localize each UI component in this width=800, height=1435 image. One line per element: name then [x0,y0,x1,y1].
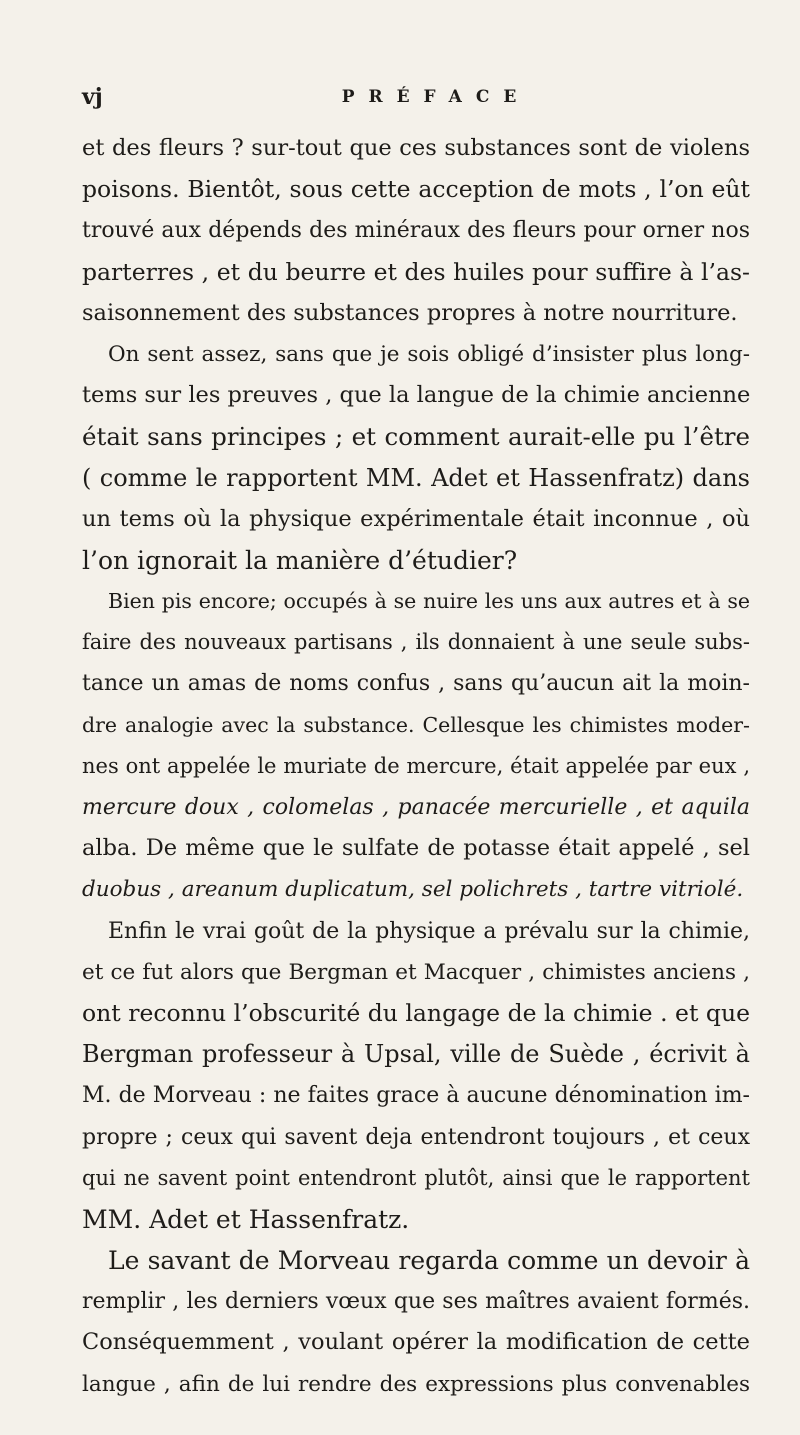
text-line: Conséquemment , voulant opérer la modification de cette [82,1329,750,1356]
text-line: propre ; ceux qui savent deja entendront toujours , et ceux [82,1124,750,1150]
text-line: MM. Adet et Hassenfratz. [82,1204,410,1234]
text-line: Enfin le vrai goût de la physique a prévalu sur la chimie, [108,918,750,944]
text-line: saisonnement des substances propres à notre nourriture. [82,299,738,326]
text-line: tems sur les preuves , que la langue de la chimie ancienne [82,382,750,409]
text-line: poisons. Bientôt, sous cette acception de mots , l’on eût [82,175,750,204]
text-line: trouvé aux dépends des minéraux des fleurs pour orner nos [82,218,750,244]
text-line: parterres , et du beurre et des huiles pour suffire à l’as- [82,257,750,286]
text-line: duobus , areanum duplicatum, sel polichrets , tartre vitriolé. [82,877,744,903]
text-line: On sent assez, sans que je sois obligé d’insister plus long- [108,341,750,367]
text-line: nes ont appelée le muriate de mercure, était appelée par eux , [82,753,750,778]
text-line: mercure doux , colomelas , panacée mercurielle , et aquila [82,795,750,820]
text-line: Le savant de Morveau regarda comme un devoir à [108,1246,750,1276]
body-text [82,128,750,1405]
text-line: était sans principes ; et comment aurait-elle pu l’être [82,422,750,452]
text-line: langue , afin de lui rendre des expressions plus convenables [82,1371,750,1397]
text-line: et ce fut alors que Bergman et Macquer , chimistes anciens , [82,959,750,985]
text-line: dre analogie avec la substance. Cellesque les chimistes moder- [82,712,750,737]
text-line: ont reconnu l’obscurité du langage de la chimie . et que [82,998,750,1027]
text-line: qui ne savent point entendront plutôt, ainsi que le rapportent [82,1165,750,1190]
text-line: remplir , les derniers vœux que ses maîtres avaient formés. [82,1289,750,1315]
text-line: l’on ignorait la manière d’étudier? [82,545,518,575]
page-number: vj [82,84,103,110]
text-line: Bien pis encore; occupés à se nuire les uns aux autres et à se [108,589,750,614]
text-line: faire des nouveaux partisans , ils donnaient à une seule subs- [82,630,750,655]
text-line: ( comme le rapportent MM. Adet et Hassenfratz) dans [82,463,750,492]
text-line: tance un amas de noms confus , sans qu’aucun ait la moin- [82,671,750,697]
running-head: PRÉFACE [341,87,531,107]
page-header [82,82,750,112]
text-line: un tems où la physique expérimentale était inconnue , où [82,505,750,532]
text-line: M. de Morveau : ne faites grace à aucune dénomination im- [82,1083,750,1109]
text-line: et des fleurs ? sur-tout que ces substances sont de violens [82,135,750,161]
text-line: alba. De même que le sulfate de potasse était appelé , sel [82,835,750,862]
text-line: Bergman professeur à Upsal, ville de Suède , écrivit à [82,1040,750,1069]
